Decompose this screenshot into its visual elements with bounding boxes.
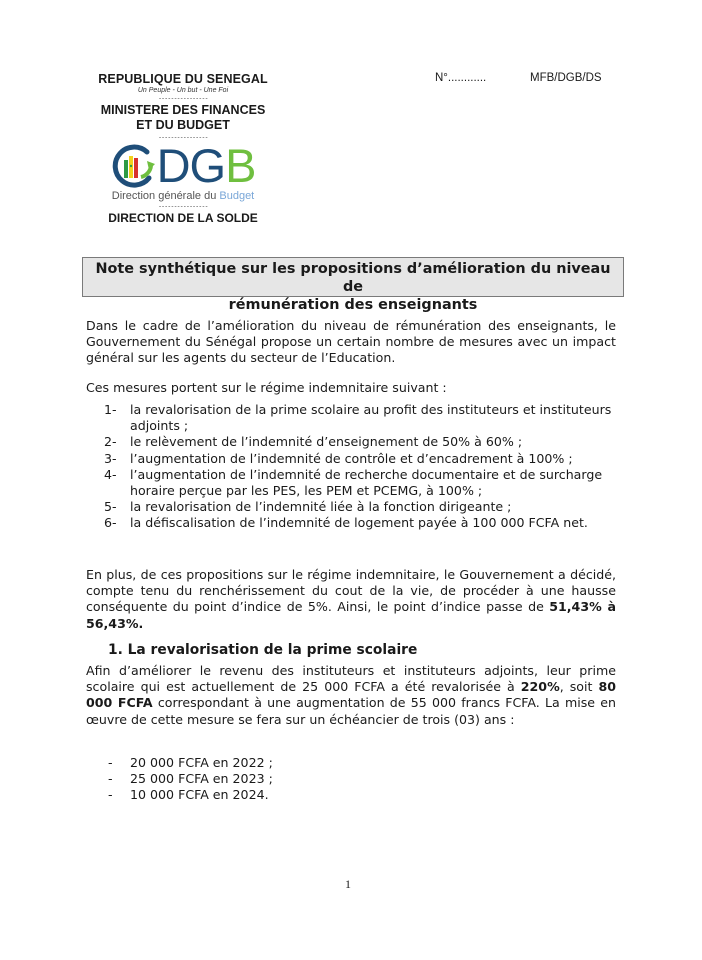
list-item-text: 10 000 FCFA en 2024. (130, 787, 269, 803)
ministry-line-1: MINISTERE DES FINANCES (100, 103, 266, 117)
section-paragraph-text: , soit (559, 679, 599, 695)
list-item (108, 771, 273, 787)
national-motto: Un Peuple - Un but - Une Foi (137, 87, 229, 94)
dgb-logo-b: B (225, 139, 256, 192)
list-item (108, 787, 273, 803)
ministry-line-2: ET DU BUDGET (136, 118, 230, 132)
section-paragraph-text: Afin d’améliorer le revenu des instituteurs et instituteurs adjoints, leur prime scolaire qui est actuellement de 25 000 FCFA a été revalorisée à (86, 663, 616, 695)
list-item-text: l’augmentation de l’indemnité de recherche documentaire et de surcharge horaire perçue par les PES, les PEM et PCEMG, à 100% ; (130, 466, 603, 499)
list-item (108, 755, 273, 771)
list-item-text: le relèvement de l’indemnité d’enseignement de 50% à 60% ; (130, 434, 523, 450)
index-paragraph-emphasis: 51,43% à 56,43%. (86, 599, 616, 631)
document-title (82, 257, 624, 313)
dgb-subtitle-highlight: Budget (219, 190, 255, 202)
list-item (104, 467, 624, 499)
list-item-text: la défiscalisation de l’indemnité de logement payée à 100 000 FCFA net. (130, 515, 588, 531)
list-item-number: 4- (104, 466, 117, 482)
intro-paragraph: Dans le cadre de l’amélioration du niveau de rémunération des enseignants, le Gouvernement du Sénégal propose un certain nombre de mesures avec un impact général sur les agents du secteur de l’Education. (86, 318, 616, 366)
index-paragraph-text: En plus, de ces propositions sur le régime indemnitaire, le Gouvernement a décidé, compte tenu du renchérissement du cout de la vie, de procéder à une hausse conséquente du point d’indice de 5%. Ainsi, le point d’indice passe de (86, 567, 616, 615)
section-heading: 1. La revalorisation de la prime scolaire (108, 642, 418, 658)
list-item-text: l’augmentation de l’indemnité de contrôle et d’encadrement à 100% ; (130, 450, 573, 466)
separator: ---------------- (158, 203, 208, 210)
list-item-number: 3- (104, 450, 117, 466)
list-item-text: la revalorisation de l’indemnité liée à la fonction dirigeante ; (130, 499, 512, 515)
title-line-2: rémunération des enseignants (228, 297, 478, 313)
separator: ---------------- (158, 95, 208, 102)
list-item (104, 434, 624, 450)
list-item-number: 6- (104, 515, 117, 531)
country-name: REPUBLIQUE DU SENEGAL (98, 72, 268, 86)
list-item-number: 2- (104, 434, 117, 450)
list-item-number: 1- (104, 402, 117, 417)
document-reference: MFB/DGB/DS (530, 72, 602, 84)
list-item-number: 5- (104, 499, 117, 515)
section-paragraph-emphasis: 220% (520, 679, 560, 695)
dgb-logo-dg: DG (156, 139, 226, 192)
dgb-subtitle-prefix: Direction générale du (111, 190, 220, 202)
separator: ---------------- (158, 134, 208, 141)
list-item-text: 25 000 FCFA en 2023 ; (130, 771, 273, 787)
dgb-logo-text (156, 139, 256, 192)
list-item (104, 515, 624, 531)
list-item-text: 20 000 FCFA en 2022 ; (130, 755, 273, 770)
document-number: N°............ (435, 72, 487, 84)
title-line-1: Note synthétique sur les propositions d’amélioration du niveau de (95, 261, 611, 295)
list-item (104, 451, 624, 467)
bullet-dash: - (108, 755, 113, 770)
list-item-text: la revalorisation de la prime scolaire au profit des instituteurs et instituteurs adjoints ; (130, 402, 612, 434)
section-paragraph-text: correspondant à une augmentation de 55 000 francs FCFA. La mise en œuvre de cette mesure se fera sur un échéancier de trois (03) ans : (86, 695, 617, 727)
index-paragraph (86, 567, 616, 632)
measures-list (104, 402, 624, 532)
schedule-list (108, 755, 273, 804)
list-item (104, 499, 624, 515)
section-paragraph-emphasis: 80 000 FCFA (86, 679, 616, 711)
dgb-logo (88, 139, 278, 192)
page-number: 1 (345, 877, 351, 891)
dgb-emblem-icon (111, 144, 157, 188)
direction-name: DIRECTION DE LA SOLDE (108, 211, 258, 225)
bullet-dash: - (108, 787, 113, 803)
bullet-dash: - (108, 771, 113, 787)
measures-intro: Ces mesures portent sur le régime indemnitaire suivant : (86, 380, 447, 395)
section-paragraph (86, 663, 616, 728)
list-item (104, 402, 624, 434)
dgb-subtitle (88, 190, 278, 202)
letterhead (88, 72, 278, 225)
